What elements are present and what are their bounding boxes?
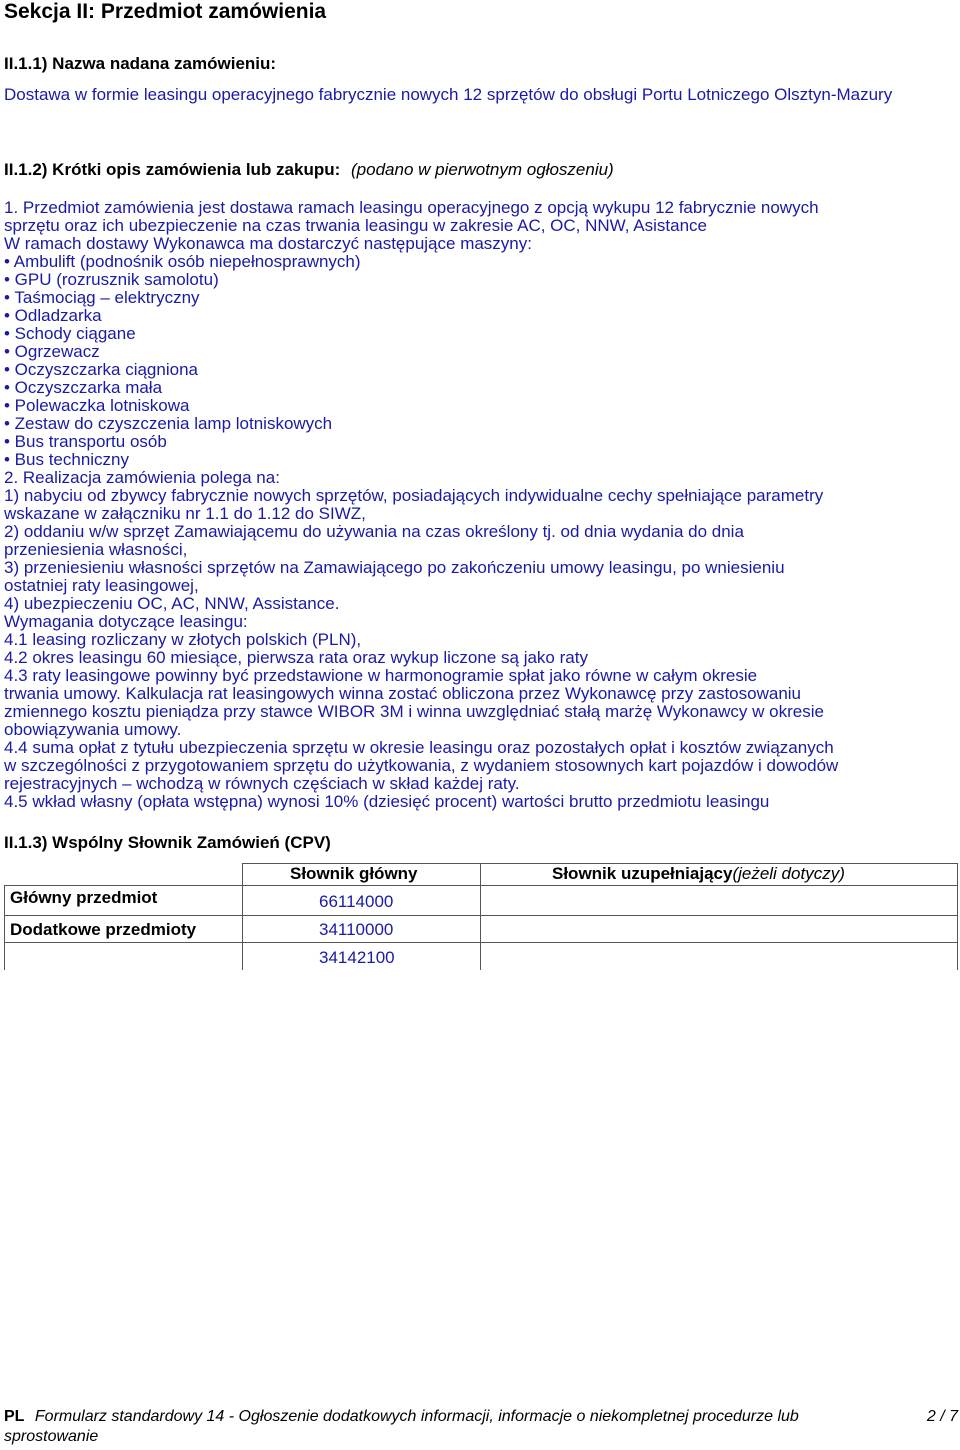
desc-line: w szczególności z przygotowaniem sprzętu do użytkowania, z wydaniem stosownych kart pojazdów i dowodów — [4, 756, 839, 775]
table-rule — [4, 915, 958, 916]
desc-line: ostatniej raty leasingowej, — [4, 576, 199, 595]
table-rule — [4, 885, 5, 970]
col-supp-note: (jeżeli dotyczy) — [732, 864, 845, 883]
col-supp-header — [552, 864, 845, 884]
footer-line-1 — [4, 1407, 958, 1427]
desc-line: 4.1 leasing rozliczany w złotych polskich (PLN), — [4, 630, 362, 649]
desc-line: przeniesienia własności, — [4, 540, 188, 559]
cpv-table — [4, 863, 958, 970]
desc-bullet: • Ambulift (podnośnik osób niepełnosprawnych) — [4, 252, 361, 271]
desc-bullet: • Bus transportu osób — [4, 432, 167, 451]
row-add-label: Dodatkowe przedmioty — [10, 920, 197, 939]
table-rule — [242, 863, 243, 970]
desc-line: trwania umowy. Kalkulacja rat leasingowych winna zostać obliczona przez Wykonawcę przy zastosowaniu — [4, 684, 802, 703]
desc-line: 2) oddaniu w/w sprzęt Zamawiającemu do używania na czas określony tj. od dnia wydania do dnia — [4, 522, 744, 541]
desc-bullet: • Oczyszczarka mała — [4, 378, 163, 397]
heading-ii-1-2 — [4, 160, 614, 180]
heading-ii-1-1: II.1.1) Nazwa nadana zamówieniu: — [4, 54, 277, 73]
table-rule — [4, 885, 958, 886]
desc-line: 4.2 okres leasingu 60 miesiące, pierwsza rata oraz wykup liczone są jako raty — [4, 648, 588, 667]
desc-line: sprzętu oraz ich ubezpieczenie na czas trwania leasingu w zakresie AC, OC, NNW, Asistance — [4, 216, 707, 235]
heading-ii-1-2-note: (podano w pierwotnym ogłoszeniu) — [351, 160, 614, 179]
desc-line: 4.3 raty leasingowe powinny być przedstawione w harmonogramie spłat jako równe w całym okresie — [4, 666, 758, 685]
desc-bullet: • Oczyszczarka ciągniona — [4, 360, 198, 379]
desc-line: 4.4 suma opłat z tytułu ubezpieczenia sprzętu w okresie leasingu oraz pozostałych opłat i kosztów związanych — [4, 738, 834, 757]
desc-line: 1) nabyciu od zbywcy fabrycznie nowych sprzętów, posiadających indywidualne cechy spełniające parametry — [4, 486, 824, 505]
row-add-value: 34142100 — [319, 948, 395, 967]
contract-name: Dostawa w formie leasingu operacyjnego fabrycznie nowych 12 sprzętów do obsługi Portu Lotniczego Olsztyn-Mazury — [4, 85, 893, 104]
page-footer — [4, 1407, 958, 1447]
heading-ii-1-2-label: II.1.2) Krótki opis zamówienia lub zakupu: — [4, 160, 341, 179]
col-supp-label: Słownik uzupełniający — [552, 864, 733, 883]
footer-form-name: Formularz standardowy 14 - Ogłoszenie dodatkowych informacji, informacje o niekompletnej procedurze lub — [34, 1408, 799, 1425]
row-main-label: Główny przedmiot — [10, 888, 158, 907]
desc-bullet: • Bus techniczny — [4, 450, 130, 469]
desc-bullet: • Odladzarka — [4, 306, 102, 325]
desc-line: obowiązywania umowy. — [4, 720, 182, 739]
footer-lang: PL — [4, 1408, 25, 1425]
desc-line: zmiennego kosztu pieniądza przy stawce WIBOR 3M i winna uwzględniać stałą marżę Wykonawcy w okresie — [4, 702, 824, 721]
desc-bullet: • Ogrzewacz — [4, 342, 100, 361]
desc-line: W ramach dostawy Wykonawca ma dostarczyć następujące maszyny: — [4, 234, 532, 253]
footer-line-2: sprostowanie — [4, 1428, 99, 1445]
table-rule — [957, 863, 958, 970]
desc-line: wskazane w załączniku nr 1.1 do 1.12 do SIWZ, — [4, 504, 366, 523]
desc-bullet: • Schody ciągane — [4, 324, 136, 343]
desc-bullet: • Zestaw do czyszczenia lamp lotniskowych — [4, 414, 333, 433]
desc-line: 4.5 wkład własny (opłata wstępna) wynosi 10% (dziesięć procent) wartości brutto przedmiotu leasingu — [4, 792, 770, 811]
row-add-value: 34110000 — [319, 920, 394, 939]
desc-bullet: • Taśmociąg – elektryczny — [4, 288, 200, 307]
table-rule — [4, 942, 958, 943]
page-number: 2 / 7 — [926, 1408, 958, 1425]
short-description — [4, 199, 954, 811]
heading-ii-1-3: II.1.3) Wspólny Słownik Zamówień (CPV) — [4, 833, 331, 852]
desc-bullet: • GPU (rozrusznik samolotu) — [4, 270, 219, 289]
desc-line: 3) przeniesieniu własności sprzętów na Zamawiającego po zakończeniu umowy leasingu, po wniesieniu — [4, 558, 785, 577]
row-main-value: 66114000 — [319, 892, 394, 911]
desc-line: 4) ubezpieczeniu OC, AC, NNW, Assistance. — [4, 594, 340, 613]
section-title: Sekcja II: Przedmiot zamówienia — [4, 0, 327, 23]
desc-line: 1. Przedmiot zamówienia jest dostawa ramach leasingu operacyjnego z opcją wykupu 12 fabrycznie nowych — [4, 198, 819, 217]
desc-line: 2. Realizacja zamówienia polega na: — [4, 468, 280, 487]
desc-line: Wymagania dotyczące leasingu: — [4, 612, 248, 631]
col-main-header: Słownik główny — [290, 864, 418, 883]
desc-bullet: • Polewaczka lotniskowa — [4, 396, 190, 415]
table-rule — [480, 863, 481, 970]
desc-line: rejestracyjnych – wchodzą w równych częściach w skład każdej raty. — [4, 774, 520, 793]
